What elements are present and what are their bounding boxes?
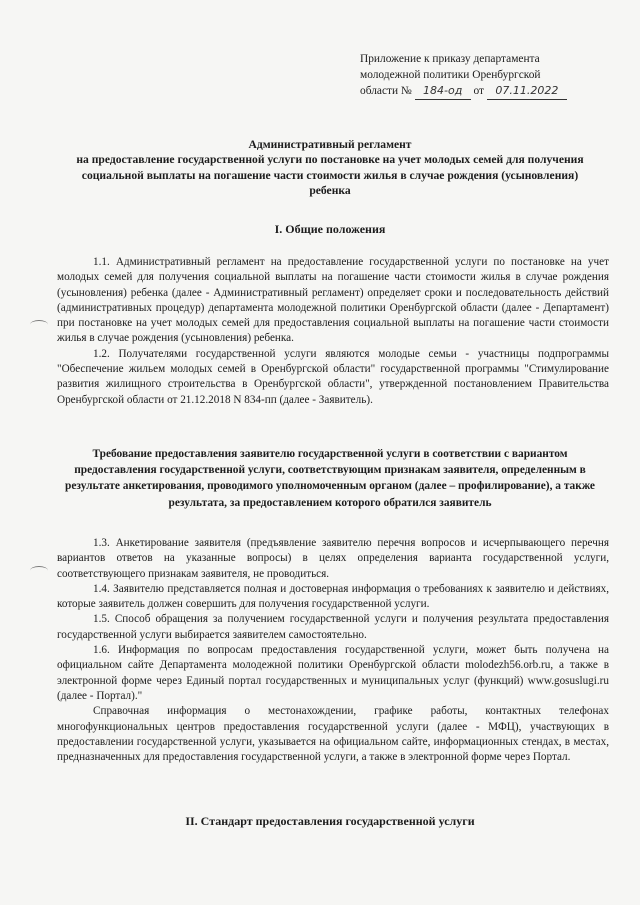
paragraph-1-3: 1.3. Анкетирование заявителя (предъявление заявителю перечня вопросов и исчерпывающего перечня вариантов ответов на указанные вопросы) в целях определения варианта государственной услуги, соответствующего признакам заявителя, не проводиться. — [57, 537, 609, 580]
order-number: 184-од — [415, 83, 471, 100]
section-1-body — [57, 255, 609, 408]
order-date: 07.11.2022 — [487, 83, 567, 100]
title-line-2: на предоставление государственной услуги по постановке на учет молодых семей для получения социальной выплаты на погашение части стоимости жилья в случае рождения (усыновления) ребенка — [76, 153, 584, 197]
header-line-2: молодежной политики Оренбургской — [360, 68, 541, 81]
header-line-3 — [360, 83, 605, 100]
paragraph-1-5: 1.5. Способ обращения за получением государственной услуги и получения результата предоставления государственной услуги выбирается заявителем самостоятельно. — [57, 613, 609, 641]
paragraph-1-4: 1.4. Заявителю представляется полная и достоверная информация о требованиях к заявителю и действиях, которые заявитель должен совершить для получения государственной услуги. — [57, 582, 609, 611]
variant-subheading: Требование предоставления заявителю государственной услуги в соответствии с вариантом предоставления государственной услуги, соответствующим признакам заявителя, определенным в результате анкетирования, проводимого уполномоченным органом (далее – профилирование), а также результата, за предоставлением которого обратился заявитель — [65, 448, 595, 509]
section-1-heading: I. Общие положения — [274, 222, 386, 236]
paragraph-reference-info: Справочная информация о местонахождении, графике работы, контактных телефонах многофункциональных центров предоставления государственной услуги (далее - МФЦ), участвующих в предоставлении государственной услуги, указывается на официальном сайте, информационных стендах, в местах, предназначенных для предоставления государственной услуги, а также в электронной форме через Портал. — [57, 705, 609, 764]
section-2-heading: II. Стандарт предоставления государственной услуги — [185, 814, 475, 828]
order-header — [360, 52, 605, 100]
paragraph-1-1: 1.1. Административный регламент на предоставление государственной услуги по постановке на учет молодых семей для получения социальной выплаты на погашение части стоимости жилья в случае рождения (усыновления) ребенка (далее - Административный регламент) определяет сроки и последовательность действий (административных процедур) департамента молодежной политики Оренбургской области (далее - Департамент) при постановке на учет молодых семей для предоставления социальной выплаты на погашение части стоимости жилья в случае рождения (усыновления) ребенка. — [57, 256, 609, 345]
header-line-1: Приложение к приказу департамента — [360, 53, 540, 65]
section-1-body-continued — [57, 536, 609, 765]
paragraph-1-2: 1.2. Получателями государственной услуги являются молодые семьи - участницы подпрограммы "Обеспечение жильем молодых семей в Оренбургской области" государственной программы "Стимулирование развития жилищного строительства в Оренбургской области", утвержденной постановлением Правительства Оренбургской области от 21.12.2018 N 834-пп (далее - Заявитель). — [57, 347, 609, 406]
scan-margin-mark — [30, 320, 48, 329]
title-line-1: Административный регламент — [248, 138, 412, 151]
document-title — [70, 137, 590, 198]
header-from: от — [473, 85, 485, 97]
scan-margin-mark — [30, 566, 48, 575]
header-prefix: области № — [360, 85, 412, 97]
paragraph-1-6: 1.6. Информация по вопросам предоставления государственной услуги, может быть получена на официальном сайте Департамента молодежной политики Оренбургской области molodezh56.orb.ru, а также в электронной форме через Единый портал государственных и муниципальных услуг (функций) www.gosuslugi.ru (далее - Портал)." — [57, 644, 609, 702]
